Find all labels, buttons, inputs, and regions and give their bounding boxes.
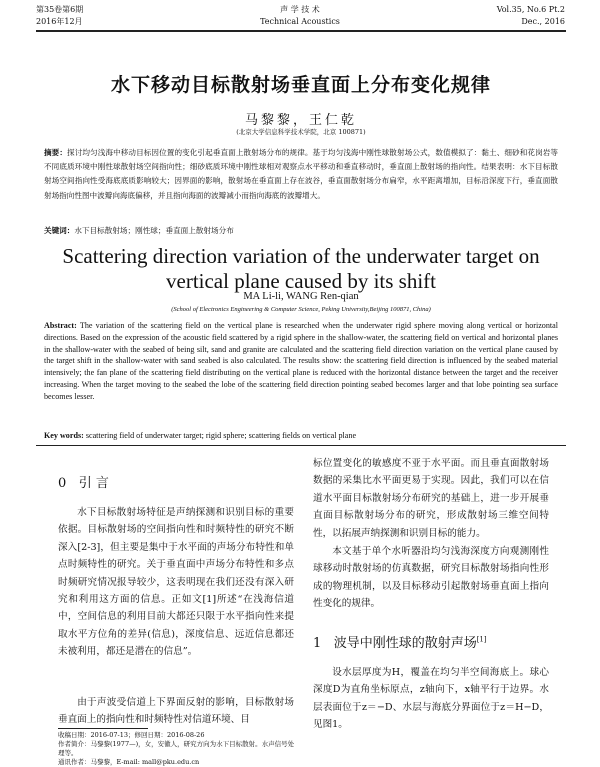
header-date-en: Dec., 2016 xyxy=(521,17,565,26)
keywords-zh-text: 水下目标散射场；刚性球；垂直面上散射场分布 xyxy=(74,226,234,235)
keywords-en-label: Key words: xyxy=(44,431,84,440)
header-rule xyxy=(36,30,566,32)
section-1-number: 1 xyxy=(313,636,322,651)
keywords-zh xyxy=(44,224,558,238)
section-0-title: 引 言 xyxy=(78,476,109,491)
abstract-zh xyxy=(44,146,558,203)
abstract-en-label: Abstract: xyxy=(44,321,77,330)
section-1-ref: [1] xyxy=(476,635,487,644)
authors-en: MA Li-li, WANG Ren-qian xyxy=(243,291,359,302)
section-0-para-1: 水下目标散射场特征是声纳探测和识别目标的重要依据。目标散射场的空间指向性和时频特性的研究不断深入[2-3]，但主要是集中于水平面的声场分布特性和单点时频特性的研究。关于垂直面中声场分布特性和多点时频研究情况报导较少，这表明现在我们还没有深入研究和利用这方面的信息。正如文[1]所述“在浅海信道中，空间信息的利用目前大都还只限于水平指向性来提取水平方位角的差异(信息)，深度信息、远近信息都还未被利用，都还是潜在的信息”。 xyxy=(58,507,294,658)
right-col-para-2: 本文基于单个水听器沿均匀浅海深度方向观测刚性球移动时散射场的仿真数据，研究目标散射场指向性形成的物理机制，以及目标移动引起散射场垂直面上指向性变化的规律。 xyxy=(313,546,549,610)
header-journal-zh: 声 学 技 术 xyxy=(280,5,320,14)
section-0-heading xyxy=(58,472,109,491)
affiliation-zh: (北京大学信息科学技术学院，北京 100871) xyxy=(236,128,366,136)
footnote xyxy=(58,731,298,767)
keywords-en xyxy=(44,430,558,442)
abstract-zh-label: 摘要： xyxy=(44,148,68,157)
keywords-zh-label: 关键词： xyxy=(44,226,75,235)
section-1-heading xyxy=(313,632,487,651)
abstract-en-text: The variation of the scattering field on the vertical plane is researched when the underwater rigid sphere moving along vertical or horizontal directions. Based on the expression of the acoustic field scattered by a rigid sphere in the shallow-water, the scattering field on vertical and horizontal planes in the shallow-water with the seabed of being silt, sand and granite are calculated and the scattering field direction variation on the vertical plane caused by the target shift in the shallow-water with sand seabed is also calculated. The results show: the scattering field direction is influenced by the seabed material intensively; the fan plane of the scattering field distributing on the vertical plane is reduced with the horizontal distance between the target and the receiver increasing. When the target moving to the seabed the lobe of the scattering field direction pointing seabed becomes larger and that lobe pointing sea surface becomes lesser. xyxy=(44,321,558,401)
abstract-rule xyxy=(36,445,566,446)
section-1-title: 波导中刚性球的散射声场 xyxy=(333,636,477,651)
affiliation-en: (School of Electronics Engineering & Computer Science, Peking University,Beijing 100871, China) xyxy=(171,306,431,313)
header-volume-zh: 第35卷第6期 xyxy=(36,5,84,14)
section-0-number: 0 xyxy=(58,476,67,491)
title-en: Scattering direction variation of the underwater target on vertical plane caused by its shift xyxy=(62,244,540,293)
header-volume-en: Vol.35, No.6 Pt.2 xyxy=(496,5,565,14)
keywords-en-text: scattering field of underwater target; rigid sphere; scattering fields on vertical plane xyxy=(85,431,357,440)
authors-zh: 马黎黎，王仁乾 xyxy=(244,113,357,128)
footnote-received: 收稿日期：2016-07-13；修回日期：2016-08-26 xyxy=(58,731,205,739)
right-col-para-1: 标位置变化的敏感度不亚于水平面。而且垂直面散射场数据的采集比水平面更易于实现。因此，我们可以在信道水平面目标散射场分布研究的基础上，进一步开展垂直面目标散射场分布的研究，形成散射场三维空间特性，以拓展声纳探测和识别目标的能力。 xyxy=(313,458,549,539)
footnote-rule xyxy=(58,728,148,729)
title-zh: 水下移动目标散射场垂直面上分布变化规律 xyxy=(110,74,491,96)
footnote-author-bio: 作者简介：马黎黎(1977—)，女，安徽人，研究方向为水下目标散射。水声信号处理等。 xyxy=(58,740,295,757)
abstract-en xyxy=(44,320,558,403)
footnote-contact: 通讯作者：马黎黎，E-mail: mall@pku.edu.cn xyxy=(58,758,200,766)
abstract-zh-text: 探讨均匀浅海中移动目标因位置的变化引起垂直面上散射场分布的规律。基于均匀浅海中刚性球散射场公式，数值模拟了：黏土、细砂和花岗岩等不同底质环境中刚性球散射场空间指向性；细砂底质环境中刚性球相对观察点水平移动和垂直移动时，垂直面上散射场的指向性。结果表明：水下目标散射场空间指向性受海底底质影响较大；因界面的影响，散射场在垂直面上存在波谷，垂直面散射场分布扁窄，水平距离增加，目标沿深度下行，垂直面散射场指向性图中波瓣向海底偏移，并且指向海面的波瓣减小而指向海底的波瓣增大。 xyxy=(44,148,559,200)
header-journal-en: Technical Acoustics xyxy=(260,17,340,26)
section-1-para-1: 设水层厚度为H，覆盖在均匀半空间海底上。球心深度D为直角坐标原点，z轴向下，x轴平行于边界。水层表面位于z＝−D、水层与海底分界面位于z＝H−D，见图1。 xyxy=(313,667,549,731)
header-date-zh: 2016年12月 xyxy=(36,17,83,26)
section-0-para-2: 由于声波受信道上下界面反射的影响，目标散射场垂直面上的指向性和时频特性对信道环境、目 xyxy=(58,697,294,726)
